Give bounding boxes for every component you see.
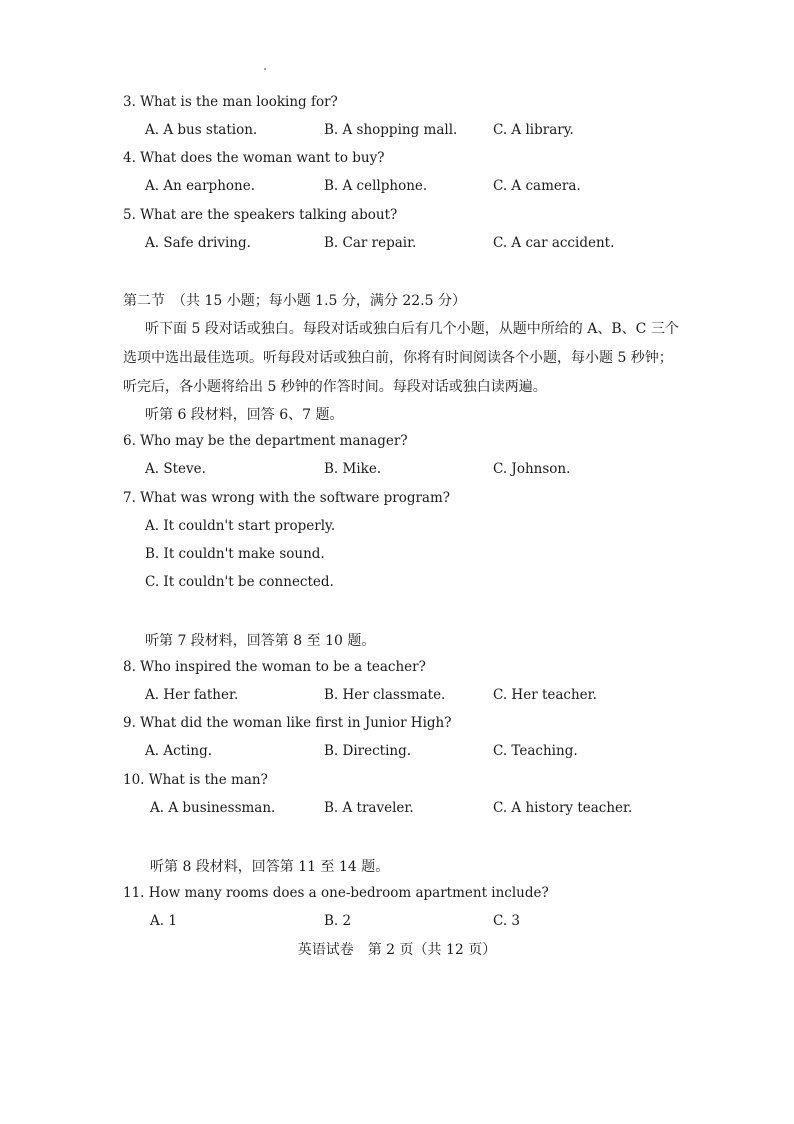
question-5-option-a: A. Safe driving. — [145, 235, 251, 251]
question-11-option-a: A. 1 — [150, 913, 177, 929]
question-3-option-a: A. A bus station. — [145, 122, 258, 138]
question-8-option-c: C. Her teacher. — [493, 687, 597, 703]
question-8-option-a: A. Her father. — [145, 687, 239, 703]
question-7-option-a: A. It couldn't start properly. — [145, 518, 336, 534]
question-10-option-a: A. A businessman. — [150, 800, 276, 816]
question-8-option-b: B. Her classmate. — [324, 687, 446, 703]
section-2-instruction-line-1: 听下面 5 段对话或独白。每段对话或独白后有几个小题，从题中所给的 A、B、C 三个 — [145, 321, 679, 337]
question-3-stem: 3. What is the man looking for? — [123, 94, 338, 110]
group-8-heading: 听第 8 段材料，回答第 11 至 14 题。 — [150, 859, 390, 875]
question-4-option-c: C. A camera. — [493, 178, 581, 194]
question-5-stem: 5. What are the speakers talking about? — [123, 207, 398, 223]
question-9-option-c: C. Teaching. — [493, 743, 578, 759]
question-11-option-c: C. 3 — [493, 913, 521, 929]
question-6-option-b: B. Mike. — [324, 461, 382, 477]
question-3-option-b: B. A shopping mall. — [324, 122, 458, 138]
question-4-option-b: B. A cellphone. — [324, 178, 428, 194]
question-3-option-c: C. A library. — [493, 122, 574, 138]
question-10-option-b: B. A traveler. — [324, 800, 414, 816]
question-9-option-b: B. Directing. — [324, 743, 412, 759]
question-7-option-b: B. It couldn't make sound. — [145, 546, 325, 562]
section-2-instruction-line-3: 听完后，各小题将给出 5 秒钟的作答时间。每段对话或独白读两遍。 — [123, 379, 547, 395]
page-footer: 英语试卷 第 2 页（共 12 页） — [297, 942, 497, 958]
question-11-stem: 11. How many rooms does a one-bedroom apartment include? — [123, 885, 549, 901]
question-10-stem: 10. What is the man? — [123, 772, 268, 788]
question-4-option-a: A. An earphone. — [145, 178, 255, 194]
section-2-title: 第二节 （共 15 小题；每小题 1.5 分，满分 22.5 分） — [123, 293, 466, 309]
question-6-stem: 6. Who may be the department manager? — [123, 433, 408, 449]
question-6-option-a: A. Steve. — [145, 461, 206, 477]
question-6-option-c: C. Johnson. — [493, 461, 571, 477]
question-10-option-c: C. A history teacher. — [493, 800, 633, 816]
group-7-heading: 听第 7 段材料，回答第 8 至 10 题。 — [145, 633, 376, 649]
group-6-heading: 听第 6 段材料，回答 6、7 题。 — [145, 407, 344, 423]
question-4-stem: 4. What does the woman want to buy? — [123, 150, 385, 166]
question-8-stem: 8. Who inspired the woman to be a teacher? — [123, 659, 426, 675]
question-7-option-c: C. It couldn't be connected. — [145, 574, 334, 590]
question-9-stem: 9. What did the woman like first in Junior High? — [123, 715, 452, 731]
question-9-option-a: A. Acting. — [145, 743, 213, 759]
question-7-stem: 7. What was wrong with the software program? — [123, 490, 450, 506]
question-5-option-b: B. Car repair. — [324, 235, 417, 251]
scan-speck — [264, 68, 266, 70]
question-5-option-c: C. A car accident. — [493, 235, 615, 251]
section-2-instruction-line-2: 选项中选出最佳选项。听每段对话或独白前，你将有时间阅读各个小题，每小题 5 秒钟； — [123, 350, 673, 366]
question-11-option-b: B. 2 — [324, 913, 352, 929]
